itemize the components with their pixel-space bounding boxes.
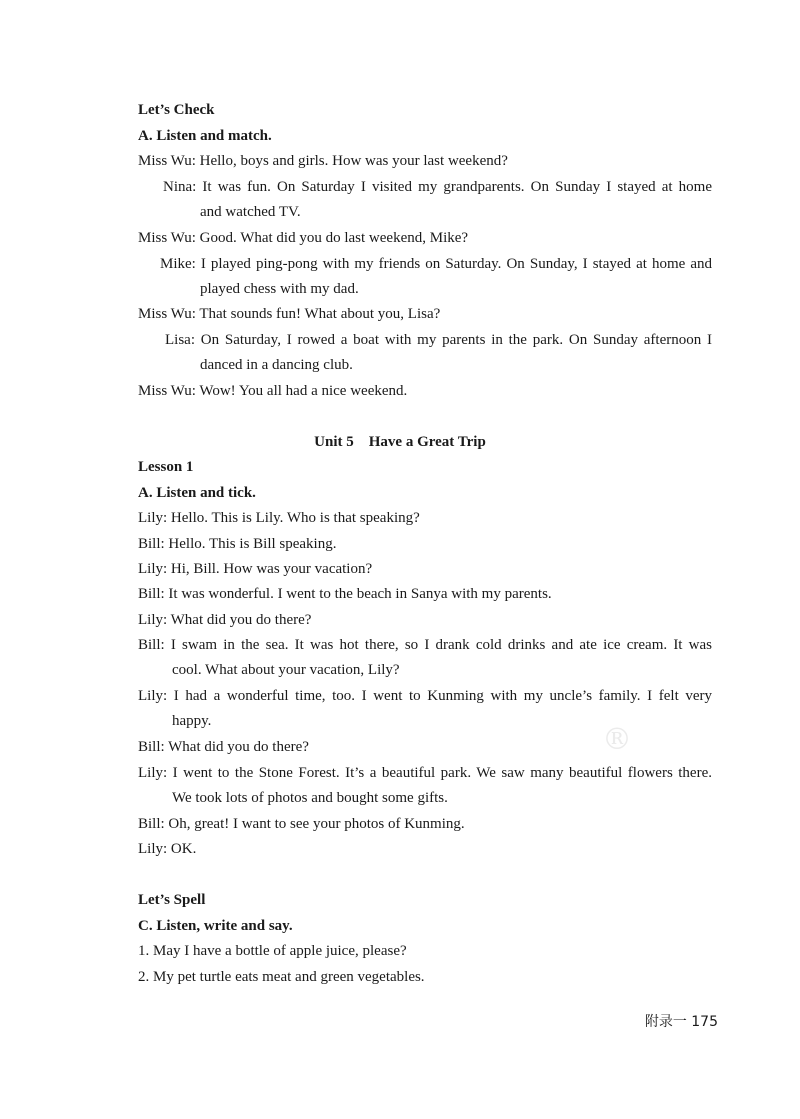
dialogue-line: danced in a dancing club. xyxy=(200,357,353,373)
dialogue-line: Lily: I went to the Stone Forest. It’s a beautiful park. We saw many beautiful flowers there. xyxy=(138,765,712,781)
dialogue-line: played chess with my dad. xyxy=(200,281,359,297)
dialogue-line: happy. xyxy=(172,713,212,729)
dialogue-line: We took lots of photos and bought some gifts. xyxy=(172,790,448,806)
dialogue-line: Miss Wu: Wow! You all had a nice weekend. xyxy=(138,383,408,399)
dialogue-line: Lily: Hi, Bill. How was your vacation? xyxy=(138,561,373,577)
dialogue-line: cool. What about your vacation, Lily? xyxy=(172,662,400,678)
dialogue-line: Bill: It was wonderful. I went to the beach in Sanya with my parents. xyxy=(138,586,552,602)
page-number: 附录一 175 xyxy=(644,1014,718,1030)
task-listen-and-match: A. Listen and match. xyxy=(138,128,272,144)
task-listen-write-say: C. Listen, write and say. xyxy=(138,918,293,934)
dialogue-line: Miss Wu: Hello, boys and girls. How was your last weekend? xyxy=(138,153,508,169)
dialogue-line: Bill: Oh, great! I want to see your photos of Kunming. xyxy=(138,816,465,832)
section-heading-lets-check: Let’s Check xyxy=(138,102,215,118)
task-listen-and-tick: A. Listen and tick. xyxy=(138,485,256,501)
section-heading-lets-spell: Let’s Spell xyxy=(138,892,206,908)
dialogue-line: Bill: I swam in the sea. It was hot there, so I drank cold drinks and ate ice cream. It was xyxy=(138,637,712,653)
list-item: 1. May I have a bottle of apple juice, please? xyxy=(138,943,407,959)
watermark xyxy=(380,700,660,850)
dialogue-line: Miss Wu: Good. What did you do last weekend, Mike? xyxy=(138,230,469,246)
dialogue-line: Lisa: On Saturday, I rowed a boat with my parents in the park. On Sunday afternoon I xyxy=(165,332,712,348)
registered-mark: ® xyxy=(602,722,632,757)
lesson-heading: Lesson 1 xyxy=(138,459,194,475)
dialogue-line: Bill: Hello. This is Bill speaking. xyxy=(138,536,337,552)
dialogue-line: Lily: Hello. This is Lily. Who is that speaking? xyxy=(138,510,420,526)
dialogue-line: Lily: OK. xyxy=(138,841,197,857)
dialogue-line: Mike: I played ping-pong with my friends on Saturday. On Sunday, I stayed at home and xyxy=(160,256,712,272)
dialogue-line: Nina: It was fun. On Saturday I visited my grandparents. On Sunday I stayed at home xyxy=(163,179,712,195)
dialogue-line: Lily: I had a wonderful time, too. I went to Kunming with my uncle’s family. I felt very xyxy=(138,688,712,704)
dialogue-line: and watched TV. xyxy=(200,204,301,220)
dialogue-line: Miss Wu: That sounds fun! What about you, Lisa? xyxy=(138,306,441,322)
dialogue-line: Lily: What did you do there? xyxy=(138,612,312,628)
unit-title: Unit 5 Have a Great Trip xyxy=(314,434,486,450)
dialogue-line: Bill: What did you do there? xyxy=(138,739,309,755)
list-item: 2. My pet turtle eats meat and green vegetables. xyxy=(138,969,425,985)
